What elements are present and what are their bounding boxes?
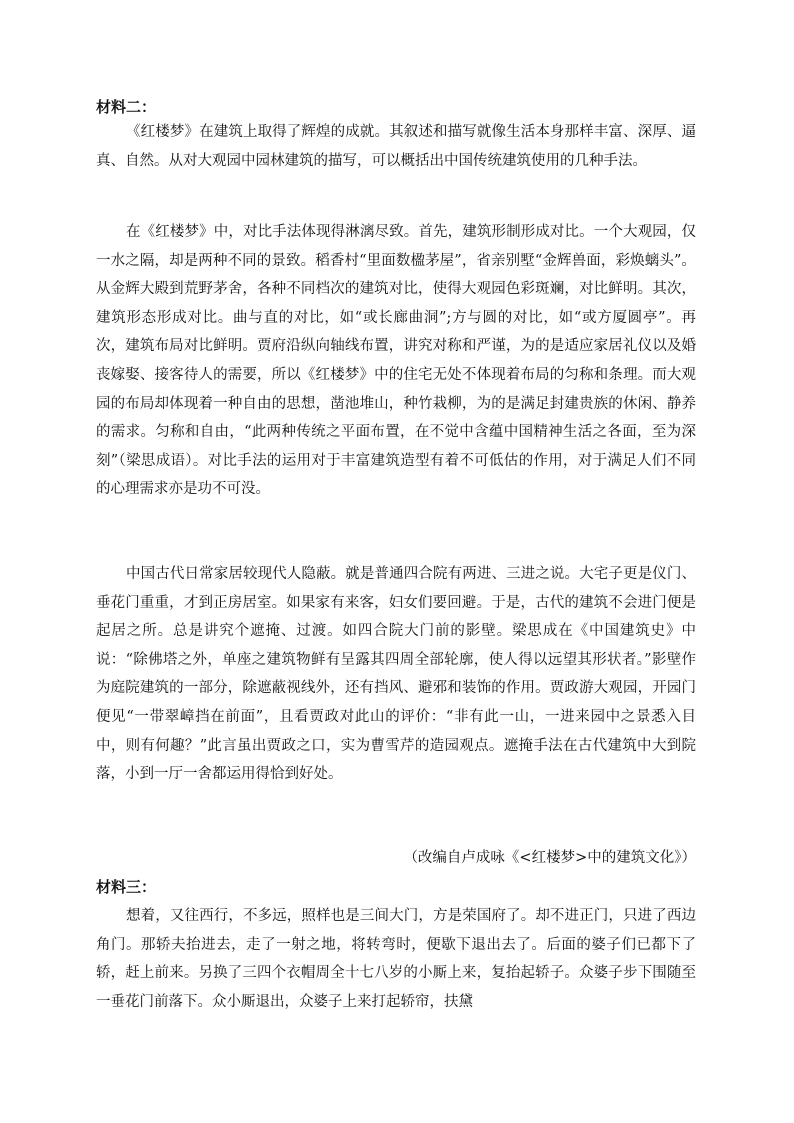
- material-3-paragraph-1: 想着，又往西行，不多远，照样也是三间大门，方是荣国府了。却不进正门，只进了西边角门。那轿夫抬进去，走了一射之地，将转弯时，便歇下退出去了。后面的婆子们已都下了轿，赶上前来。另换了三四个衣帽周全十七八岁的小厮上来，复抬起轿子。众婆子步下围随至一垂花门前落下。众小厮退出，众婆子上来打起轿帘，扶黛: [96, 908, 696, 1010]
- material-3-heading: 材料三：: [96, 878, 157, 896]
- material-2-source: （改编自卢成咏《<红楼梦>中的建筑文化》）: [403, 850, 696, 866]
- material-2-paragraph-3: 中国古代日常家居较现代人隐蔽。就是普通四合院有两进、三进之说。大宅子更是仪门、垂花门重重，才到正房居室。如果家有来客，妇女们要回避。于是，古代的建筑不会进门便是起居之所。总是讲究个遮掩、过渡。如四合院大门前的影壁。梁思成在《中国建筑史》中说：“除佛塔之外，单座之建筑物鲜有呈露其四周全部轮廓，使人得以远望其形状者。”影壁作为庭院建筑的一部分，除遮蔽视线外，还有挡风、避邪和装饰的作用。贾政游大观园，开园门便见“一带翠嶂挡在前面”，且看贾政对此山的评价：“非有此一山，一进来园中之景悉入目中，则有何趣？”此言虽出贾政之口，实为曹雪芹的造园观点。遮掩手法在古代建筑中大到院落，小到一厅一舍都运用得恰到好处。: [96, 566, 696, 783]
- material-2-heading: 材料二：: [96, 98, 157, 116]
- material-2-paragraph-1: 《红楼梦》在建筑上取得了辉煌的成就。其叙述和描写就像生活本身那样丰富、深厚、逼真、自然。从对大观园中园林建筑的描写，可以概括出中国传统建筑使用的几种手法。: [96, 124, 696, 169]
- material-2-paragraph-2: 在《红楼梦》中，对比手法体现得淋漓尽致。首先，建筑形制形成对比。一个大观园，仅一水之隔，却是两种不同的景致。稻香村“里面数楹茅屋”，省亲别墅“金辉兽面，彩焕螭头”。从金辉大殿到荒野茅舍，各种不同档次的建筑对比，使得大观园色彩斑斓，对比鲜明。其次，建筑形态形成对比。曲与直的对比，如“或长廊曲洞”;方与圆的对比，如“或方厦圆亭”。再次，建筑布局对比鲜明。贾府沿纵向轴线布置，讲究对称和严谨，为的是适应家居礼仪以及婚丧嫁娶、接客待人的需要，所以《红楼梦》中的住宅无处不体现着布局的匀称和条理。而大观园的布局却体现着一种自由的思想，凿池堆山，种竹栽柳，为的是满足封建贵族的休闲、静养的需求。匀称和自由，“此两种传统之平面布置，在不觉中含蕴中国精神生活之各面，至为深刻”（梁思成语）。对比手法的运用对于丰富建筑造型有着不可低估的作用，对于满足人们不同的心理需求亦是功不可没。: [96, 224, 696, 498]
